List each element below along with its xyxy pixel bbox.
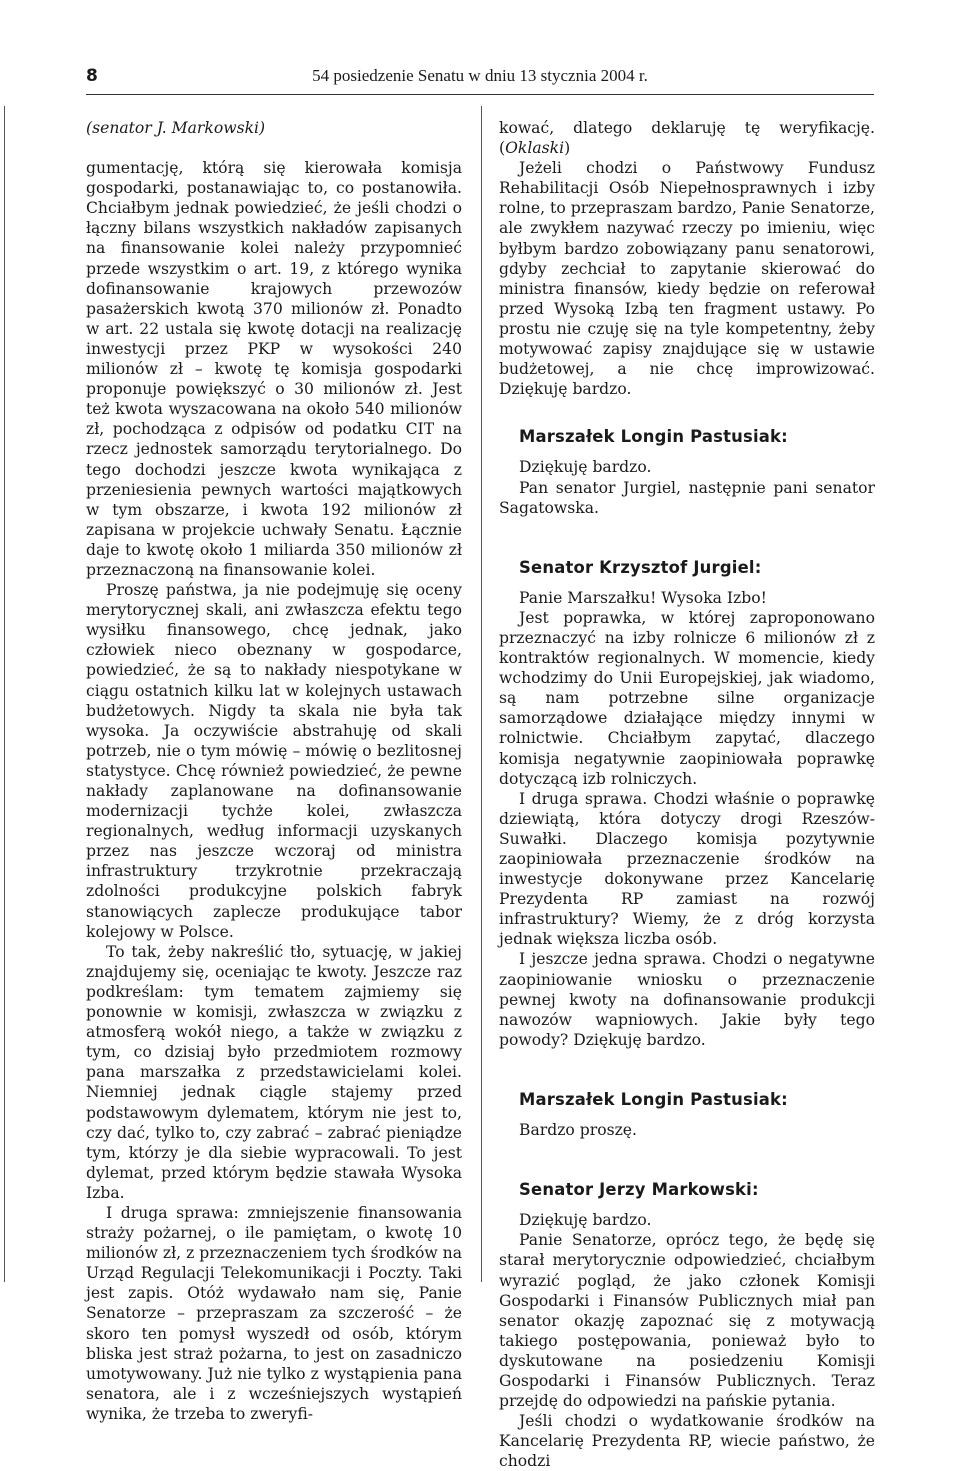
speaker-continuation-tag: (senator J. Markowski) <box>86 119 266 137</box>
paragraph: I jeszcze jedna sprawa. Chodzi o negatywne zaopiniowanie wniosku o przeznaczenie pewnej kwoty na dofinansowanie produkcji nawozów wapniowych. Jakie były tego powody? Dziękuję bardzo. <box>499 950 875 1049</box>
paragraph: Jest poprawka, w której zaproponowano przeznaczyć na izby rolnicze 6 milionów zł z kontraktów regionalnych. W momencie, kiedy wchodzimy do Unii Europejskiej, jak wiadomo, są nam potrzebne silne organizacje samorządowe działające między innymi w rolnictwie. Chciałbym zapytać, dlaczego komisja negatywnie zaopiniowała poprawkę dotyczącą izb rolniczych. <box>499 608 875 788</box>
continuation-text: kować, dlatego deklaruję tę weryfikację. ( <box>499 119 875 158</box>
paragraph: gumentację, którą się kierowała komisja gospodarki, postanawiając to, co postanowiła. Chciałbym jednak powiedzieć, że jeśli chodzi o łączny bilans wszystkich nakładów zapisanych na finansowanie kolei należy przypomnieć przede wszystkim o art. 19, z którego wynika dofinansowanie krajowych przewozów pasażerskich kwotą 370 milionów zł. Ponadto w art. 22 ustala się kwotę dotacji na realizację inwestycji przez PKP w wysokości 240 milionów zł – kwotę tę komisja gospodarki proponuje powiększyć o 30 milionów zł. Jest też kwota wyszacowana na około 540 milionów zł, pochodząca z odpisów od podatku CIT na rzecz jednostek samorządu terytorialnego. Do tego dochodzi jeszcze kwota wynikająca z przeniesienia pewnych wartości majątkowych w tym obszarze, i kwota 192 milionów zł zapisana w projekcie uchwały Senatu. Łącznie daje to kwotę około 1 miliarda 350 milionów zł przeznaczoną na finansowanie kolei. <box>86 159 462 579</box>
paragraph: Jeżeli chodzi o Państwowy Fundusz Rehabilitacji Osób Niepełnosprawnych i izby rolne, to przepraszam bardzo, Panie Senatorze, ale zwykłem nazywać rzeczy po imieniu, więc byłbym bardzo zobowiązany panu senatorowi, gdyby zechciał to zapytanie skierować do ministra finansów, kiedy będzie on referował przed Wysoką Izbą ten fragment ustawy. Po prostu nie czuję się na tyle kompetentny, żeby motywować zapisy znajdujące się w ustawie budżetowej, a nie chcę improwizować. Dziękuję bardzo. <box>499 159 875 399</box>
paragraph: Dziękuję bardzo. <box>519 458 652 477</box>
continuation-close: ) <box>564 139 571 158</box>
applause-note: Oklaski <box>505 139 565 158</box>
right-column <box>499 118 875 1471</box>
paragraph: Dziękuję bardzo. <box>519 1211 652 1230</box>
column-divider <box>481 106 482 1282</box>
left-column <box>86 118 462 1424</box>
paragraph: Pan senator Jurgiel, następnie pani senator Sagatowska. <box>499 478 875 517</box>
paragraph: Proszę państwa, ja nie podejmuję się oceny merytorycznej skali, ani zwłaszcza efektu tego wysiłku finansowego, chcę jednak, jako człowiek nieco obeznany w gospodarce, powiedzieć, że są to nakłady niespotykane w ciągu ostatnich kilku lat w kolejnych ustawach budżetowych. Nigdy ta skala nie była tak wysoka. Ja oczywiście abstrahuję od skali potrzeb, nie o tym mówię – mówię o bezlitosnej statystyce. Chcę również powiedzieć, że pewne nakłady zaplanowane na dofinansowanie modernizacji tychże kolei, zwłaszcza regionalnych, według informacji uzyskanych przez nas jeszcze wczoraj od ministra infrastruktury trzykrotnie przekraczają zdolności produkcyjne polskich fabryk stanowiących zaplecze produkujące tabor kolejowy w Polsce. <box>86 581 462 941</box>
paragraph: To tak, żeby nakreślić tło, sytuację, w jakiej znajdujemy się, oceniając te kwoty. Jeszcze raz podkreślam: tym tematem zajmiemy się ponownie w komisji, zwłaszcza w związku z atmosferą wokół niego, a także w związku z tym, co dzisiaj było przedmiotem rozmowy pana marszałka z przedstawicielami kolei. Niemniej jednak ciągle stajemy przed podstawowym dylematem, którym nie jest to, czy dać, tylko to, czy zabrać – zabrać pieniądze tym, którzy je dla siebie wypracowali. To jest dylemat, przed którym będzie stawała Wysoka Izba. <box>86 942 462 1202</box>
page-edge-rule <box>4 106 5 1282</box>
paragraph: Bardzo proszę. <box>519 1121 637 1140</box>
paragraph: I druga sprawa: zmniejszenie finansowania straży pożarnej, o ile pamiętam, o kwotę 10 milionów zł, z przeznaczeniem tych środków na Urząd Regulacji Telekomunikacji i Poczty. Taki jest zapis. Otóż wydawało nam się, Panie Senatorze – przepraszam za szczerość – że skoro ten pomysł wyszedł od osób, którym bliska jest straż pożarna, to jest on zasadniczo umotywowany. Już nie tylko z wystąpienia pana senatora, ale i z wcześniejszych wystąpień wynika, że trzeba to zweryfi- <box>86 1203 462 1423</box>
speaker-heading: Marszałek Longin Pastusiak: <box>519 427 788 447</box>
running-title: 54 posiedzenie Senatu w dniu 13 stycznia 2004 r. <box>312 66 648 85</box>
paragraph-continuation <box>499 118 875 158</box>
paragraph: I druga sprawa. Chodzi właśnie o poprawkę dziewiątą, która dotyczy drogi Rzeszów-Suwałki. Dlaczego komisja pozytywnie zaopiniowała przeznaczenie środków na inwestycje dokonywane przez Kancelarię Prezydenta RP zamiast na rozwój infrastruktury? Wiemy, że z dróg korzysta jednak większa liczba osób. <box>499 789 875 949</box>
paragraph: Panie Marszałku! Wysoka Izbo! <box>519 588 767 607</box>
speaker-heading: Senator Jerzy Markowski: <box>519 1180 759 1200</box>
page-header <box>86 66 874 95</box>
speaker-heading: Senator Krzysztof Jurgiel: <box>519 557 762 577</box>
paragraph: Panie Senatorze, oprócz tego, że będę się starał merytorycznie odpowiedzieć, chciałbym wyrazić pogląd, że jako członek Komisji Gospodarki i Finansów Publicznych miał pan senator okazję zapoznać się z motywacją takiego postępowania, ponieważ było to dyskutowane na posiedzeniu Komisji Gospodarki i Finansów Publicznych. Teraz przejdę do odpowiedzi na pańskie pytania. <box>499 1231 875 1411</box>
speaker-heading: Marszałek Longin Pastusiak: <box>519 1089 788 1109</box>
paragraph: Jeśli chodzi o wydatkowanie środków na Kancelarię Prezydenta RP, wiecie państwo, że chodzi <box>499 1412 875 1471</box>
page-number: 8 <box>86 66 98 86</box>
